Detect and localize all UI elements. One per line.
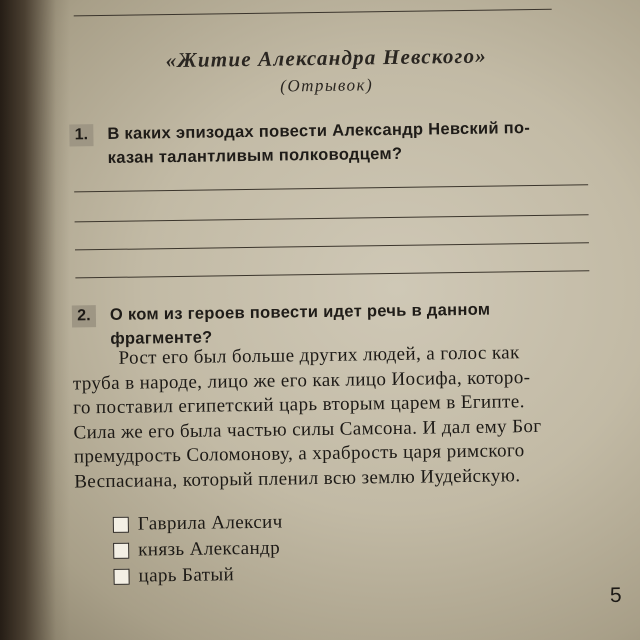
passage-line: го поставил египетский царь вторым царем в Египте.	[73, 391, 525, 419]
passage-line: труба в народе, лицо же его как лицо Иосифа, которо-	[72, 366, 531, 394]
passage-line: Веспасиана, который пленил всю землю Иудейскую.	[74, 464, 521, 492]
checkbox-icon[interactable]	[113, 517, 129, 533]
question-2-line: О ком из героев повести идет речь в данном	[109, 300, 491, 324]
passage-line: Рост его был больше других людей, а голос как	[118, 342, 520, 369]
top-divider	[74, 9, 552, 17]
section-subtitle: (Отрывок)	[280, 75, 374, 96]
checkbox-icon[interactable]	[113, 569, 129, 585]
passage-line: Сила же его была частью силы Самсона. И дал ему Бог	[73, 415, 542, 443]
option-gavrila-aleksich[interactable]	[113, 512, 283, 536]
option-label: Гаврила Алексич	[137, 511, 283, 535]
passage-line: премудрость Соломонову, а храбрость царя римского	[73, 440, 525, 468]
question-1-text	[107, 116, 530, 170]
checkbox-icon[interactable]	[113, 543, 129, 559]
option-tsar-batyi[interactable]	[113, 564, 234, 588]
question-2-number: 2.	[72, 305, 96, 327]
answer-line-2[interactable]	[75, 214, 589, 222]
question-1-line: казан талантливым полководцем?	[107, 144, 403, 167]
answer-line-1[interactable]	[74, 184, 588, 192]
question-2-line: фрагменте?	[110, 328, 213, 348]
page-number: 5	[609, 583, 622, 607]
question-1-number: 1.	[69, 124, 93, 146]
section-title: «Житие Александра Невского»	[165, 43, 488, 73]
option-label: князь Александр	[138, 537, 281, 561]
question-1-line: В каких эпизодах повести Александр Невский по-	[107, 119, 531, 143]
answer-line-3[interactable]	[75, 242, 589, 250]
option-label: царь Батый	[138, 564, 235, 587]
excerpt-passage	[72, 340, 614, 495]
option-knyaz-aleksandr[interactable]	[113, 538, 280, 562]
answer-line-4[interactable]	[75, 270, 589, 278]
